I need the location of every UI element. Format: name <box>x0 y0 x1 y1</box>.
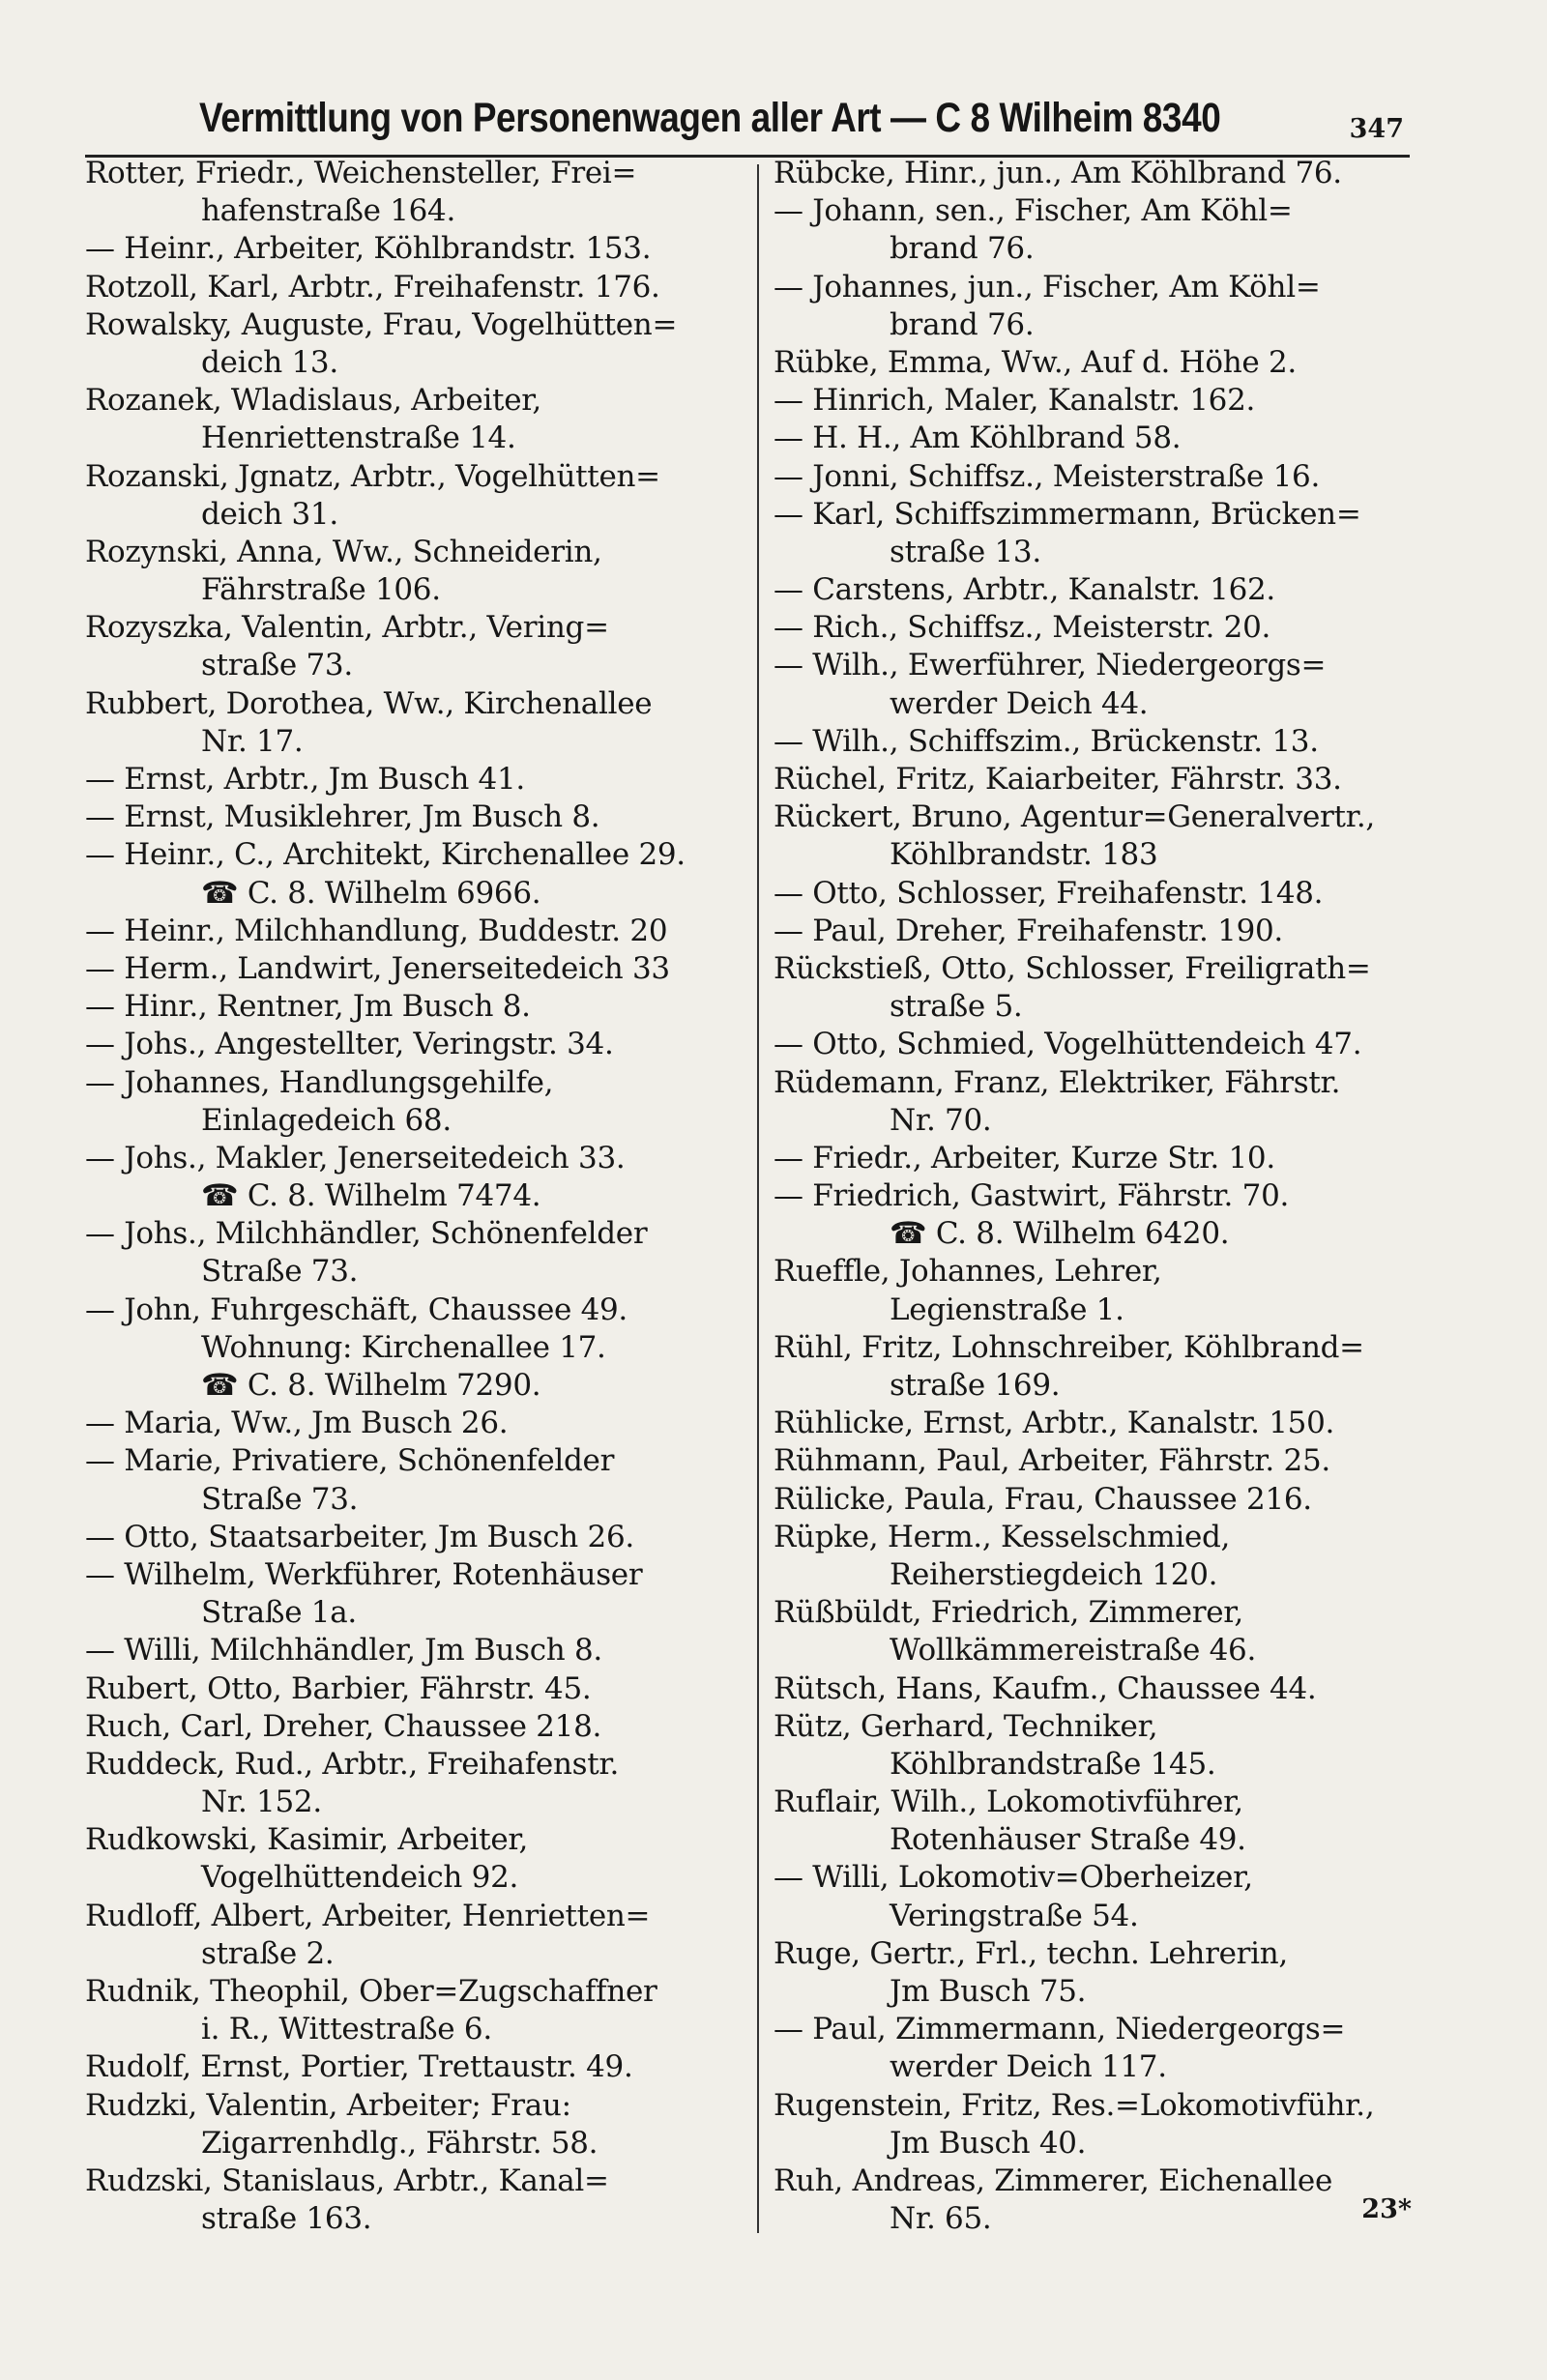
directory-entry-line: Rütz, Gerhard, Techniker, <box>774 1708 1158 1744</box>
directory-entry-line: Zigarrenhdlg., Fährstr. 58. <box>201 2125 598 2161</box>
directory-entry-line: straße 2. <box>201 1935 335 1971</box>
directory-entry-line: Reiherstiegdeich 120. <box>890 1556 1218 1592</box>
directory-entry-line: — Wilh., Ewerführer, Niedergeorgs= <box>774 648 1327 683</box>
directory-entry-line: Rudloff, Albert, Arbeiter, Henrietten= <box>85 1898 651 1933</box>
directory-entry-line: Rudzski, Stanislaus, Arbtr., Kanal= <box>85 2162 609 2198</box>
directory-entry-line: Rozyszka, Valentin, Arbtr., Vering= <box>85 610 609 646</box>
directory-entry-line: Rütsch, Hans, Kaufm., Chaussee 44. <box>774 1670 1317 1706</box>
directory-entry-line: Rubbert, Dorothea, Ww., Kirchenallee <box>85 685 653 721</box>
directory-entry-line: hafenstraße 164. <box>201 193 456 229</box>
directory-entry-line: Straße 1a. <box>201 1595 357 1631</box>
directory-entry-line: — Hinrich, Maler, Kanalstr. 162. <box>774 383 1256 419</box>
directory-entry-line: Rückert, Bruno, Agentur=Generalvertr., <box>774 799 1375 835</box>
directory-entry-line: Rotter, Friedr., Weichensteller, Frei= <box>85 156 637 190</box>
directory-entry-line: — Willi, Lokomotiv=Oberheizer, <box>774 1860 1253 1896</box>
directory-entry-line: i. R., Wittestraße 6. <box>201 2012 492 2047</box>
directory-entry-line: Rowalsky, Auguste, Frau, Vogelhütten= <box>85 306 678 342</box>
directory-entry-line: Rückstieß, Otto, Schlosser, Freiligrath= <box>774 950 1371 986</box>
directory-entry-line: Fährstraße 106. <box>201 572 441 608</box>
directory-entry-line: — Johannes, Handlungsgehilfe, <box>85 1064 554 1100</box>
directory-entry-line: — H. H., Am Köhlbrand 58. <box>774 421 1182 456</box>
directory-entry-line: — Carstens, Arbtr., Kanalstr. 162. <box>774 572 1275 608</box>
directory-entry-line: — Paul, Zimmermann, Niedergeorgs= <box>774 2012 1346 2047</box>
directory-entry-line: — Marie, Privatiere, Schönenfelder <box>85 1443 615 1479</box>
directory-entry-line: Rudolf, Ernst, Portier, Trettaustr. 49. <box>85 2049 633 2085</box>
directory-entry-line: Vogelhüttendeich 92. <box>201 1860 519 1896</box>
directory-entry-line: Henriettenstraße 14. <box>201 421 516 456</box>
directory-entry-line: — Johs., Angestellter, Veringstr. 34. <box>85 1027 614 1062</box>
directory-entry-line: ☎ C. 8. Wilhelm 6420. <box>890 1216 1230 1252</box>
directory-entry-line: Rugenstein, Fritz, Res.=Lokomotivführ., <box>774 2087 1375 2123</box>
directory-entry-line: Legienstraße 1. <box>890 1292 1124 1327</box>
directory-entry-line: straße 163. <box>201 2201 372 2237</box>
directory-entry-line: — Heinr., Arbeiter, Köhlbrandstr. 153. <box>85 231 652 267</box>
directory-entry-line: — Ernst, Musiklehrer, Jm Busch 8. <box>85 799 600 835</box>
signature-mark: 23* <box>1361 2194 1412 2224</box>
directory-entry-line: Ruge, Gertr., Frl., techn. Lehrerin, <box>774 1935 1288 1971</box>
directory-entry-line: Nr. 152. <box>201 1785 322 1820</box>
directory-entry-line: Jm Busch 75. <box>890 1974 1087 2009</box>
directory-entry-line: werder Deich 117. <box>890 2049 1167 2085</box>
directory-entry-line: Köhlbrandstraße 145. <box>890 1746 1216 1782</box>
directory-entry-line: Rübcke, Hinr., jun., Am Köhlbrand 76. <box>774 156 1342 190</box>
directory-entry-line: Wollkämmereistraße 46. <box>890 1633 1257 1669</box>
directory-entry-line: Straße 73. <box>201 1481 359 1517</box>
directory-entry-line: Straße 73. <box>201 1254 359 1290</box>
directory-entry-line: — Heinr., Milchhandlung, Buddestr. 20 <box>85 913 668 948</box>
directory-entry-line: Rubert, Otto, Barbier, Fährstr. 45. <box>85 1670 592 1706</box>
directory-entry-line: — Paul, Dreher, Freihafenstr. 190. <box>774 913 1283 948</box>
left-column <box>85 155 752 2238</box>
directory-entry-line: Rudzki, Valentin, Arbeiter; Frau: <box>85 2087 571 2123</box>
directory-entry-line: werder Deich 44. <box>890 685 1149 721</box>
directory-entry-line: — Otto, Staatsarbeiter, Jm Busch 26. <box>85 1519 634 1554</box>
directory-entry-line: Rüdemann, Franz, Elektriker, Fährstr. <box>774 1064 1341 1100</box>
directory-entry-line: Rüchel, Fritz, Kaiarbeiter, Fährstr. 33. <box>774 762 1342 797</box>
directory-entry-line: — Rich., Schiffsz., Meisterstr. 20. <box>774 610 1271 646</box>
directory-entry-line: Nr. 17. <box>201 723 304 759</box>
directory-entry-line: — Jonni, Schiffsz., Meisterstraße 16. <box>774 458 1321 494</box>
directory-entry-line: Ruflair, Wilh., Lokomotivführer, <box>774 1785 1243 1820</box>
directory-entry-line: — Wilhelm, Werkführer, Rotenhäuser <box>85 1556 643 1592</box>
directory-entry-line: Rübke, Emma, Ww., Auf d. Höhe 2. <box>774 344 1297 380</box>
directory-entry-line: Rotenhäuser Straße 49. <box>890 1822 1246 1858</box>
directory-entry-line: — Wilh., Schiffszim., Brückenstr. 13. <box>774 723 1319 759</box>
column-divider <box>757 164 759 2233</box>
directory-entry-line: — Johannes, jun., Fischer, Am Köhl= <box>774 269 1321 305</box>
directory-entry-line: Rudnik, Theophil, Ober=Zugschaffner <box>85 1974 657 2009</box>
directory-entry-line: Ruch, Carl, Dreher, Chaussee 218. <box>85 1708 602 1744</box>
directory-entry-line: straße 13. <box>890 534 1041 569</box>
directory-entry-line: Nr. 65. <box>890 2201 992 2237</box>
directory-entry-line: — Herm., Landwirt, Jenerseitedeich 33 <box>85 950 670 986</box>
directory-entry-line: Rüßbüldt, Friedrich, Zimmerer, <box>774 1595 1243 1631</box>
directory-entry-line: — Heinr., C., Architekt, Kirchenallee 29. <box>85 837 686 873</box>
page-header <box>85 89 1410 153</box>
directory-entry-line: Jm Busch 40. <box>890 2125 1087 2161</box>
directory-entry-line: Rühl, Fritz, Lohnschreiber, Köhlbrand= <box>774 1329 1364 1365</box>
directory-entry-line: — John, Fuhrgeschäft, Chaussee 49. <box>85 1292 628 1327</box>
directory-entry-line: — Hinr., Rentner, Jm Busch 8. <box>85 989 531 1025</box>
directory-entry-line: Rüpke, Herm., Kesselschmied, <box>774 1519 1231 1554</box>
directory-entry-line: Rozanek, Wladislaus, Arbeiter, <box>85 383 541 419</box>
directory-entry-line: — Otto, Schmied, Vogelhüttendeich 47. <box>774 1027 1362 1062</box>
page-number: 347 <box>1349 114 1404 144</box>
directory-entry-line: — Karl, Schiffszimmermann, Brücken= <box>774 496 1361 532</box>
directory-entry-line: — Maria, Ww., Jm Busch 26. <box>85 1406 509 1441</box>
directory-entry-line: Rühmann, Paul, Arbeiter, Fährstr. 25. <box>774 1443 1330 1479</box>
directory-entry-line: Rühlicke, Ernst, Arbtr., Kanalstr. 150. <box>774 1406 1335 1441</box>
directory-entry-line: Einlagedeich 68. <box>201 1102 452 1138</box>
header-title: Vermittlung von Personenwagen aller Art — C 8 Wilheim 8340 <box>199 95 1221 141</box>
directory-entry-line: Rotzoll, Karl, Arbtr., Freihafenstr. 176. <box>85 269 660 305</box>
directory-entry-line: — Johs., Makler, Jenerseitedeich 33. <box>85 1140 626 1175</box>
directory-entry-line: — Friedrich, Gastwirt, Fährstr. 70. <box>774 1178 1290 1214</box>
directory-entry-line: Rudkowski, Kasimir, Arbeiter, <box>85 1822 529 1858</box>
directory-entry-line: ☎ C. 8. Wilhelm 6966. <box>201 875 541 911</box>
directory-entry-line: — Otto, Schlosser, Freihafenstr. 148. <box>774 875 1324 911</box>
directory-entry-line: Rozynski, Anna, Ww., Schneiderin, <box>85 534 602 569</box>
directory-entry-line: Rülicke, Paula, Frau, Chaussee 216. <box>774 1481 1312 1517</box>
directory-entry-line: brand 76. <box>890 306 1035 342</box>
directory-entry-line: — Johann, sen., Fischer, Am Köhl= <box>774 193 1293 229</box>
directory-entry-line: Köhlbrandstr. 183 <box>890 837 1158 873</box>
right-column <box>774 155 1441 2238</box>
directory-entry-line: — Ernst, Arbtr., Jm Busch 41. <box>85 762 525 797</box>
directory-entry-line: straße 169. <box>890 1368 1061 1403</box>
directory-entry-line: deich 31. <box>201 496 338 532</box>
directory-entry-line: — Johs., Milchhändler, Schönenfelder <box>85 1216 648 1252</box>
directory-entry-line: Veringstraße 54. <box>890 1898 1139 1933</box>
directory-entry-line: straße 73. <box>201 648 353 683</box>
directory-entry-line: Ruddeck, Rud., Arbtr., Freihafenstr. <box>85 1746 620 1782</box>
directory-entry-line: Ruh, Andreas, Zimmerer, Eichenallee <box>774 2162 1333 2198</box>
directory-entry-line: Rueffle, Johannes, Lehrer, <box>774 1254 1162 1290</box>
directory-entry-line: Wohnung: Kirchenallee 17. <box>201 1329 606 1365</box>
directory-entry-line: brand 76. <box>890 231 1035 267</box>
directory-entry-line: Nr. 70. <box>890 1102 992 1138</box>
directory-entry-line: — Friedr., Arbeiter, Kurze Str. 10. <box>774 1140 1275 1175</box>
directory-entry-line: deich 13. <box>201 344 338 380</box>
directory-entry-line: ☎ C. 8. Wilhelm 7474. <box>201 1178 541 1214</box>
directory-entry-line: straße 5. <box>890 989 1023 1025</box>
directory-entry-line: ☎ C. 8. Wilhelm 7290. <box>201 1368 541 1403</box>
directory-entry-line: Rozanski, Jgnatz, Arbtr., Vogelhütten= <box>85 458 660 494</box>
directory-entry-line: — Willi, Milchhändler, Jm Busch 8. <box>85 1633 602 1669</box>
